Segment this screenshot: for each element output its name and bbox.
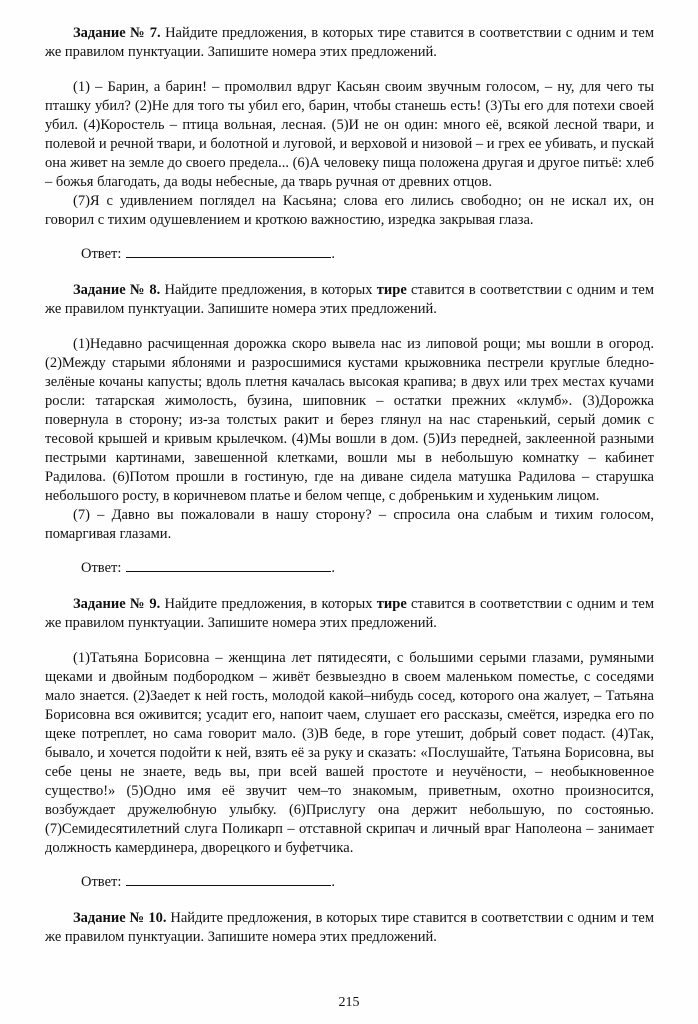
task-9-instruction-post: ставится в соответствии с одним и тем же правилом пунктуации. Запишите номера этих предложений.	[45, 596, 654, 631]
task-7-answer-label: Ответ:	[81, 246, 122, 262]
task-9-header	[45, 595, 654, 633]
task-9-instruction-pre: Найдите предложения, в которых	[160, 596, 377, 612]
task-9-keyword-tire: тире	[376, 596, 407, 612]
task-8-answer-blank	[126, 557, 331, 572]
task-8-instruction-post: ставится в соответствии с одним и тем же правилом пунктуации. Запишите номера этих предложений.	[45, 282, 654, 317]
task-10-section	[45, 909, 654, 947]
task-9-paragraph-1: (1)Татьяна Борисовна – женщина лет пятидесяти, с большими серыми глазами, румяными щеками и двойным подбородком – живёт безвыездно в своем маленьком поместье, с соседями мало знается. (2)Заедет к ней гость, молодой какой–нибудь сосед, которого она жалует, – Татьяна Борисовна вся оживится; усадит его, напоит чаем, слушает его рассказы, смеётся, изредка его по щеке потреплет, но сама говорит мало. (3)В беде, в горе утешит, добрый совет подаст. (4)Так, бывало, и хочется подойти к ней, взять её за руку и сказать: «Послушайте, Татьяна Борисовна, вы себе цены не знаете, ведь вы, при всей вашей простоте и неучёности, – необыкновенное существо!» (5)Одно имя её звучит чем–то знакомым, приветным, охотно произносится, возбуждает дружелюбную улыбку. (6)Прислугу она держит небольшую, по состоянью. (7)Семидесятилетний слуга Поликарп – отставной скрипач и личный враг Наполеона – занимает должность камердинера, дворецкого и буфетчика.	[45, 650, 654, 856]
task-7-paragraph-2: (7)Я с удивлением поглядел на Касьяна; слова его лились свободно; он не искал их, он говорил с тихим одушевлением и кроткою важностию, изредка закрывая глаза.	[45, 193, 654, 228]
task-7-paragraph-1: (1) – Барин, а барин! – промолвил вдруг Касьян своим звучным голосом, – ну, для чего ты пташку убил? (2)Не для того ты убил его, барин, чтобы станешь есть! (3)Ты его для потехи своей убил. (4)Коростель – птица вольная, лесная. (5)И не он один: много её, всякой лесной твари, и полевой и речной твари, и болотной и луговой, и верховой и низовой – и грех ее убивать, и пускай она живет на земле до своего предела... (6)А человеку пища положена другая и другое питьё: хлеб – божья благодать, да воды небесные, да тварь ручная от древних отцов.	[45, 79, 654, 190]
task-7-header	[45, 24, 654, 62]
task-10-instruction-pre: Найдите предложения, в которых	[166, 910, 382, 926]
task-9-answer-period: .	[331, 874, 335, 890]
task-9-label: Задание № 9.	[73, 596, 161, 612]
task-8-paragraph-1: (1)Недавно расчищенная дорожка скоро вывела нас из липовой рощи; мы вошли в огород. (2)Между старыми яблонями и разросшимися кустами крыжовника пестрели круглые бледно-зелёные кочаны капусты; вдоль плетня качалась высокая крапива; в двух или трех местах кучами росли: татарская жимолость, бузина, шиповник – остатки прежних «клумб». (3)Дорожка повернула в сторону; из-за толстых ракит и берез глянул на нас старенький, серый домик с тесовой крышей и кривым крылечком. (4)Мы вошли в дом. (5)Из передней, заклеенной разными пестрыми картинами, завешенной клетками, вошли мы в небольшую комнатку – кабинет Радилова. (6)Потом прошли в гостиную, где на диване сидела матушка Радилова – старушка небольшого росту, в коричневом платье и белом чепце, с добреньким и худеньким лицом.	[45, 336, 654, 504]
task-7-instruction-post: ставится в соответствии с одним и тем же правилом пунктуации. Запишите номера этих предложений.	[45, 25, 655, 60]
task-8-label: Задание № 8.	[73, 282, 161, 298]
task-8-answer-line	[81, 557, 654, 578]
task-7-answer-blank	[126, 243, 331, 258]
task-10-label: Задание № 10.	[73, 910, 167, 926]
task-7-keyword-tire: тире	[377, 25, 406, 41]
task-7-answer-line	[81, 243, 654, 264]
task-8-answer-period: .	[331, 560, 335, 576]
task-10-instruction-post: ставится в соответствии с одним и тем же правилом пунктуации. Запишите номера этих предложений.	[45, 910, 654, 945]
task-9-answer-line	[81, 871, 654, 892]
task-8-header	[45, 281, 654, 319]
task-10-keyword-tire: тире	[381, 910, 410, 926]
task-10-header	[45, 909, 654, 947]
task-9-answer-blank	[126, 871, 331, 886]
task-8-section	[45, 281, 654, 578]
task-8-keyword-tire: тире	[376, 282, 407, 298]
task-8-answer-label: Ответ:	[81, 560, 122, 576]
task-7-label: Задание № 7.	[73, 25, 161, 41]
task-9-section	[45, 595, 654, 892]
task-9-answer-label: Ответ:	[81, 874, 122, 890]
task-7-section	[45, 24, 654, 264]
task-7-instruction-pre: Найдите предложения, в которых	[160, 25, 378, 41]
page-number: 215	[338, 995, 360, 1010]
task-8-instruction-pre: Найдите предложения, в которых	[160, 282, 377, 298]
task-8-paragraph-2: (7) – Давно вы пожаловали в нашу сторону? – спросила она слабым и тихим голосом, помаргивая глазами.	[45, 507, 654, 542]
task-7-answer-period: .	[331, 246, 335, 262]
